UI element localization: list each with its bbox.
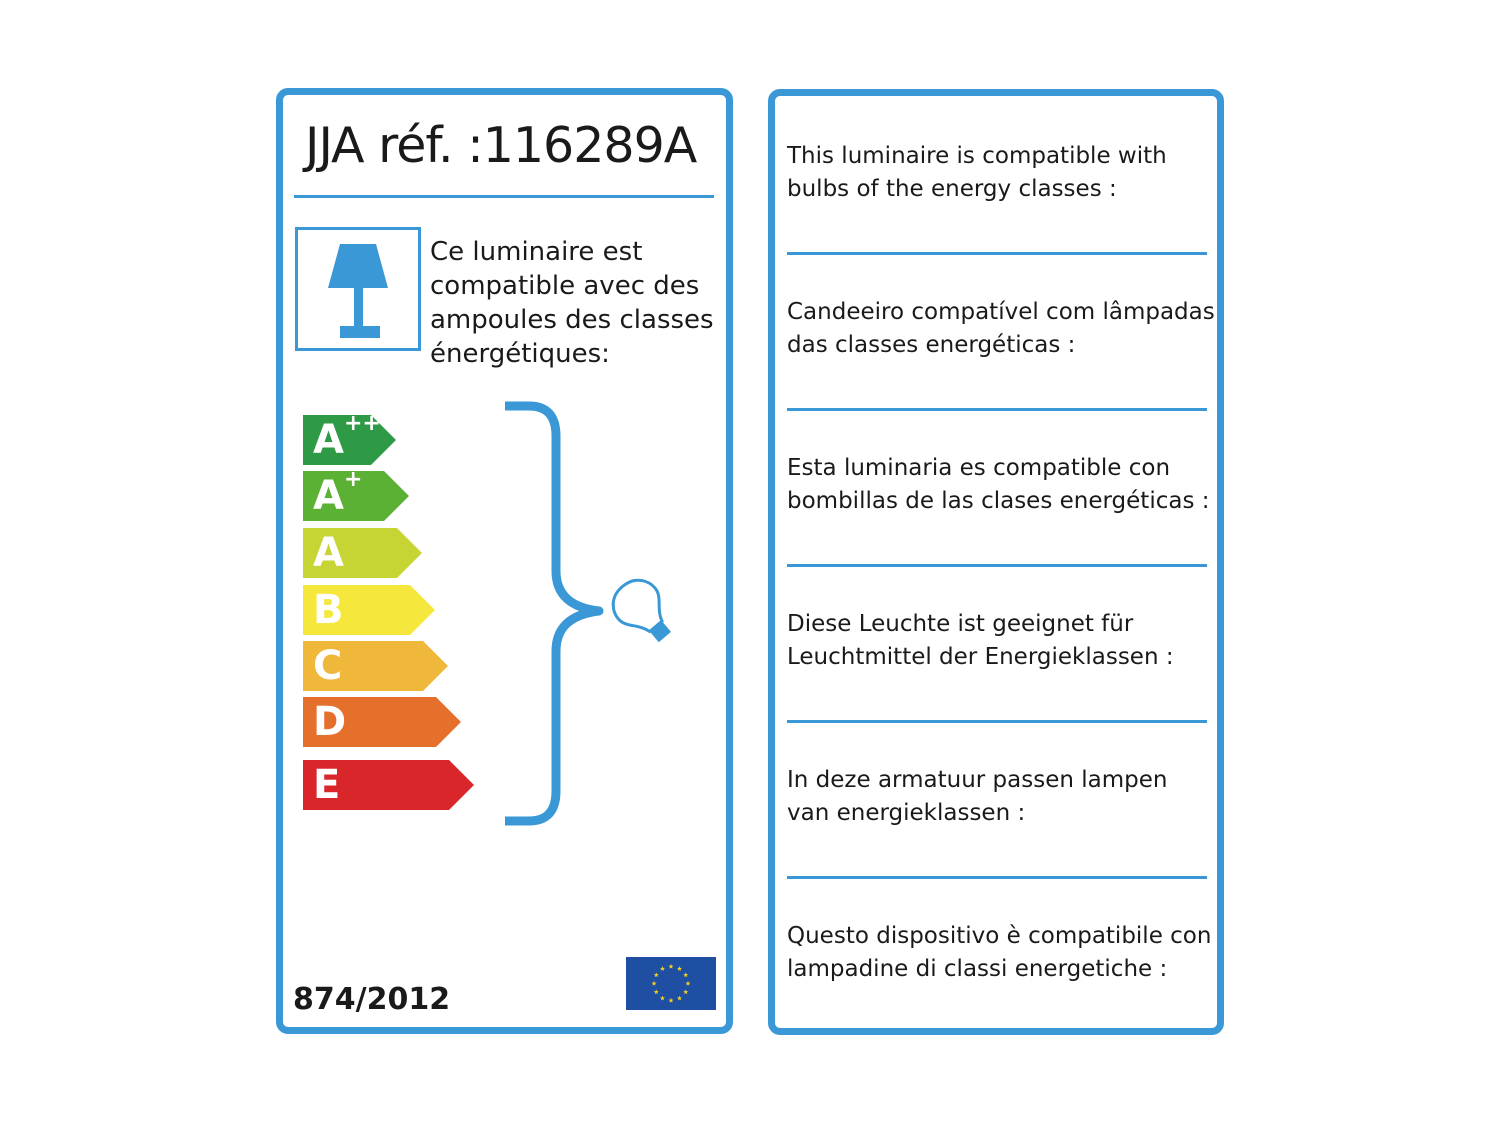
compatibility-statement: Candeeiro compatível com lâmpadas das classes energéticas : bbox=[787, 299, 1215, 358]
compatibility-statement: Diese Leuchte ist geeignet für Leuchtmittel der Energieklassen : bbox=[787, 611, 1174, 670]
energy-class-letter: B bbox=[313, 587, 344, 633]
multilingual-label-panel bbox=[768, 89, 1224, 1035]
table-lamp-icon bbox=[295, 227, 421, 351]
eu-flag-icon bbox=[626, 957, 716, 1014]
statement-divider bbox=[787, 564, 1207, 567]
energy-class-plus: ++ bbox=[343, 411, 381, 436]
statement-divider bbox=[787, 252, 1207, 255]
light-bulb-icon bbox=[611, 571, 681, 655]
bracket-icon bbox=[501, 401, 611, 835]
french-label-panel bbox=[276, 88, 733, 1034]
energy-class-c bbox=[303, 641, 448, 691]
regulation-number: 874/2012 bbox=[293, 982, 451, 1017]
energy-class-letter: A+ bbox=[313, 467, 363, 519]
energy-class-aplus bbox=[303, 467, 409, 521]
compatibility-statement: Questo dispositivo è compatibile con lampadine di classi energetiche : bbox=[787, 923, 1212, 982]
statement-divider bbox=[787, 720, 1207, 723]
french-compatibility-text: Ce luminaire est compatible avec des ampoules des classes énergétiques: bbox=[430, 237, 714, 369]
energy-class-letter: C bbox=[313, 643, 343, 689]
energy-class-a bbox=[303, 528, 422, 578]
energy-class-e bbox=[303, 760, 474, 810]
statement-divider bbox=[787, 876, 1207, 879]
statement-divider bbox=[787, 408, 1207, 411]
energy-class-letter: E bbox=[313, 762, 341, 808]
energy-class-letter: A bbox=[313, 530, 344, 576]
energy-class-letter: A++ bbox=[313, 411, 381, 463]
title-divider bbox=[294, 195, 714, 198]
energy-class-b bbox=[303, 585, 435, 635]
compatibility-statement: This luminaire is compatible with bulbs of the energy classes : bbox=[787, 143, 1167, 202]
reference-title: JJA réf. :116289A bbox=[305, 117, 697, 174]
compatibility-statement: Esta luminaria es compatible con bombillas de las clases energéticas : bbox=[787, 455, 1210, 514]
energy-class-plus: + bbox=[343, 467, 363, 492]
energy-class-d bbox=[303, 697, 461, 747]
energy-class-aplusplus bbox=[303, 411, 396, 465]
energy-class-letter: D bbox=[313, 699, 347, 745]
compatibility-statement: In deze armatuur passen lampen van energieklassen : bbox=[787, 767, 1168, 826]
